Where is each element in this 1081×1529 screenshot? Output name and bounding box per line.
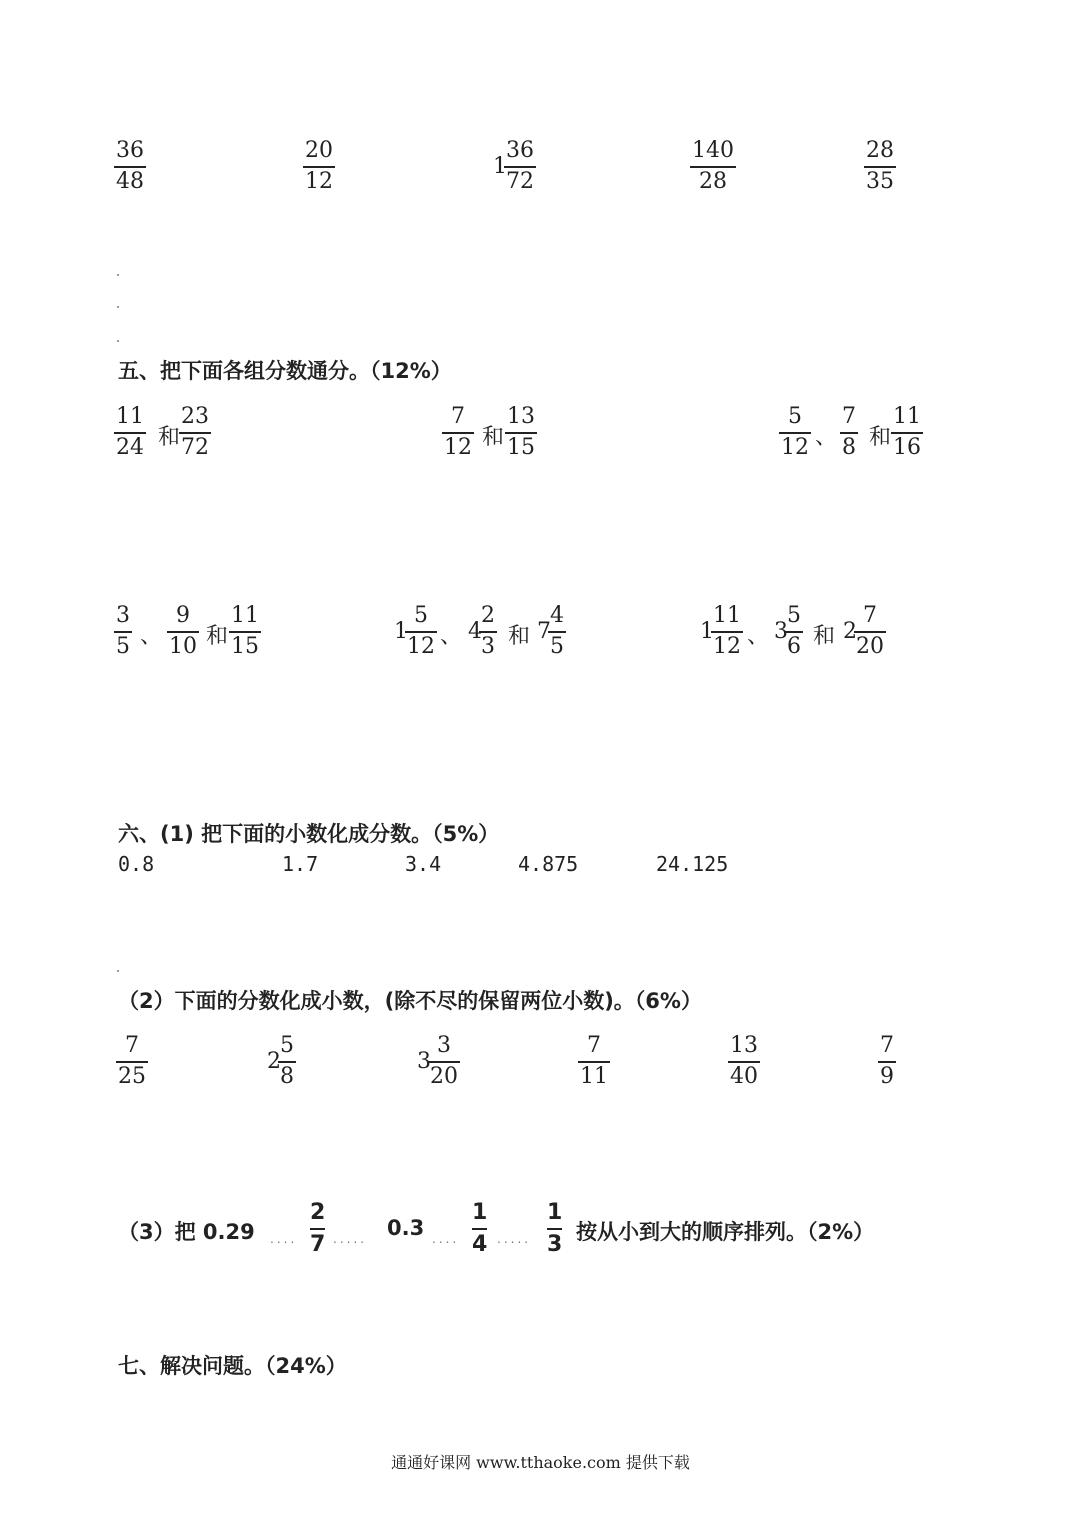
section6-part2-title: （2）下面的分数化成小数，(除不尽的保留两位小数)。（6%） bbox=[118, 989, 702, 1013]
comma-text: 、 bbox=[747, 624, 770, 649]
fraction: 11 12 bbox=[713, 603, 741, 659]
mixed-whole: 1 bbox=[493, 154, 507, 179]
fraction: 11 15 bbox=[231, 603, 259, 659]
section5-title: 五、把下面各组分数通分。（12%） bbox=[118, 359, 452, 383]
fraction-28-35: 28 35 bbox=[866, 138, 894, 194]
section6-part3-suffix: 按从小到大的顺序排列。（2%） bbox=[576, 1220, 875, 1244]
and-text: 和 bbox=[813, 624, 836, 649]
section6-part1-title: 六、(1) 把下面的小数化成分数。（5%） bbox=[118, 822, 500, 846]
comma-text: 、 bbox=[140, 624, 163, 649]
mixed-whole: 1 bbox=[394, 619, 408, 644]
dotted-spacer: ..... bbox=[333, 1232, 368, 1246]
mixed-whole: 4 bbox=[468, 619, 482, 644]
fraction: 4 5 bbox=[550, 603, 564, 659]
mixed-whole: 7 bbox=[537, 619, 551, 644]
scan-speck bbox=[117, 274, 119, 276]
fraction: 5 12 bbox=[407, 603, 435, 659]
mixed-whole: 2 bbox=[843, 619, 857, 644]
fraction: 5 6 bbox=[787, 603, 801, 659]
dotted-spacer: .... bbox=[432, 1232, 460, 1246]
section6-part3-prefix: （3）把 0.29 bbox=[118, 1220, 255, 1244]
footer-credit: 通通好课网 www.tthaoke.com 提供下载 bbox=[391, 1453, 690, 1472]
fraction: 7 11 bbox=[580, 1033, 608, 1089]
decimal-value: 3.4 bbox=[405, 852, 442, 876]
fraction: 13 15 bbox=[507, 404, 535, 460]
fraction: 13 40 bbox=[730, 1033, 758, 1089]
decimal-value: 0.8 bbox=[118, 852, 155, 876]
fraction: 7 12 bbox=[444, 404, 472, 460]
fraction: 3 5 bbox=[116, 603, 130, 659]
dotted-spacer: ..... bbox=[497, 1232, 532, 1246]
mixed-whole: 3 bbox=[774, 619, 788, 644]
fraction-1-36-72: 36 72 bbox=[506, 138, 534, 194]
decimal-value: 4.875 bbox=[518, 852, 579, 876]
and-text: 和 bbox=[206, 624, 229, 649]
comma-text: 、 bbox=[440, 624, 463, 649]
fraction: 1 4 bbox=[472, 1200, 488, 1258]
scan-speck bbox=[117, 306, 119, 308]
fraction-36-48: 36 48 bbox=[116, 138, 144, 194]
fraction: 11 16 bbox=[893, 404, 921, 460]
fraction: 2 7 bbox=[310, 1200, 326, 1258]
fraction: 2 3 bbox=[481, 603, 495, 659]
fraction: 7 25 bbox=[118, 1033, 146, 1089]
fraction: 5 12 bbox=[781, 404, 809, 460]
dotted-spacer: .... bbox=[270, 1232, 298, 1246]
and-text: 和 bbox=[158, 425, 181, 450]
decimal-value: 0.3 bbox=[387, 1216, 425, 1240]
fraction-20-12: 20 12 bbox=[305, 138, 333, 194]
mixed-whole: 2 bbox=[267, 1049, 281, 1074]
mixed-whole: 3 bbox=[417, 1049, 431, 1074]
fraction: 7 9 bbox=[880, 1033, 894, 1089]
fraction-140-28: 140 28 bbox=[692, 138, 734, 194]
section7-title: 七、解决问题。（24%） bbox=[118, 1354, 347, 1378]
fraction: 7 8 bbox=[842, 404, 856, 460]
fraction: 9 10 bbox=[169, 603, 197, 659]
decimal-value: 24.125 bbox=[656, 852, 729, 876]
fraction: 11 24 bbox=[116, 404, 144, 460]
fraction: 3 20 bbox=[430, 1033, 458, 1089]
scan-speck bbox=[117, 970, 119, 972]
fraction: 5 8 bbox=[280, 1033, 294, 1089]
and-text: 和 bbox=[482, 425, 505, 450]
fraction: 23 72 bbox=[181, 404, 209, 460]
scan-speck bbox=[117, 340, 119, 342]
decimal-value: 1.7 bbox=[282, 852, 319, 876]
comma-text: 、 bbox=[815, 425, 838, 450]
mixed-whole: 1 bbox=[700, 619, 714, 644]
and-text: 和 bbox=[869, 425, 892, 450]
fraction: 7 20 bbox=[856, 603, 884, 659]
fraction: 1 3 bbox=[547, 1200, 563, 1258]
and-text: 和 bbox=[508, 624, 531, 649]
